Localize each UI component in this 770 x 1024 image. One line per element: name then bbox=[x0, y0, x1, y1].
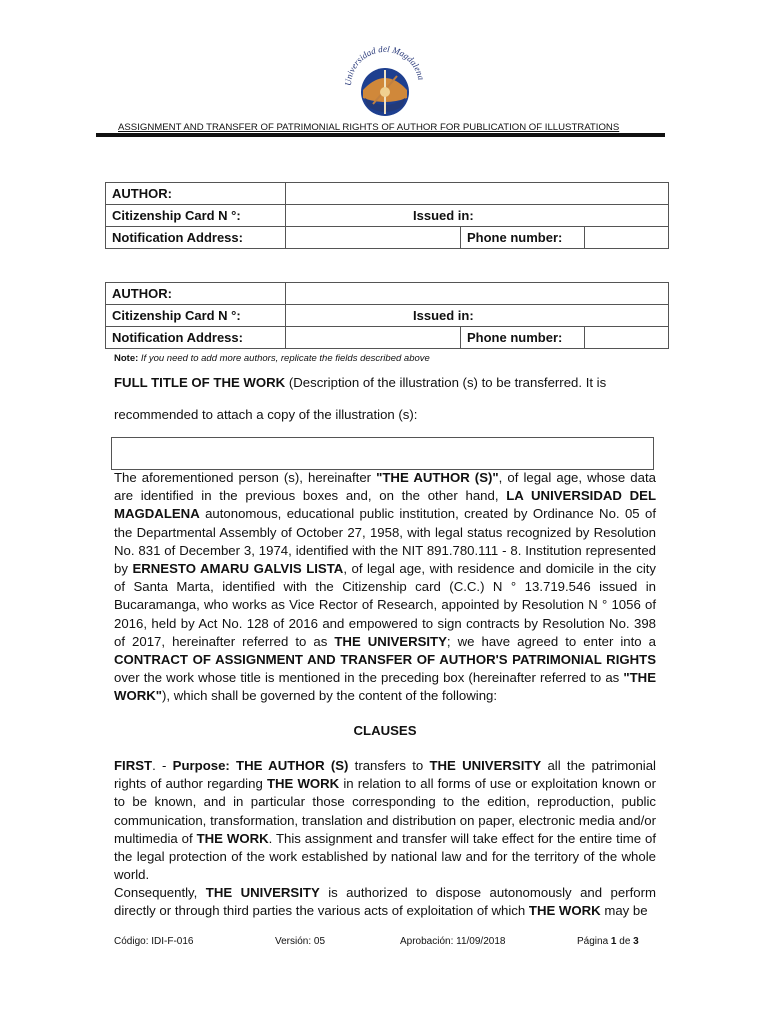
issued-label: Issued in: bbox=[413, 308, 474, 323]
address-label: Notification Address: bbox=[106, 227, 286, 249]
work-title-input[interactable] bbox=[111, 437, 654, 470]
author-field[interactable] bbox=[286, 183, 669, 205]
author-label: AUTHOR: bbox=[106, 283, 286, 305]
intro-paragraph: The aforementioned person (s), hereinafter "THE AUTHOR (S)", of legal age, whose data are identified in the previous boxes and, on the other hand, LA UNIVERSIDAD DEL MAGDALENA autonomous, educational public institution, created by Ordinance No. 05 of the Departmental Assembly of October 27, 1958, with legal status recognized by Resolution No. 831 of December 3, 1974, identified with the NIT 891.780.111 - 8. Institution represented by ERNESTO AMARU GALVIS LISTA, of legal age, with residence and domicile in the city of Santa Marta, identified with the Citizenship card (C.C.) N ° 13.719.546 issued in Bucaramanga, who works as Vice Rector of Research, appointed by Resolution N ° 1056 of 2016, held by Act No. 128 of 2016 and empowered to sign contracts by Resolution No. 398 of 2017, hereinafter referred to as THE UNIVERSITY; we have agreed to enter into a CONTRACT OF ASSIGNMENT AND TRANSFER OF AUTHOR'S PATRIMONIAL RIGHTS over the work whose title is mentioned in the preceding box (hereinafter referred to as "THE WORK"), which shall be governed by the content of the following: bbox=[114, 470, 657, 704]
clauses-heading: CLAUSES bbox=[353, 723, 417, 738]
footer-page: Página 1 de 3 bbox=[577, 936, 639, 947]
phone-label: Phone number: bbox=[461, 327, 585, 349]
note-prefix: Note: bbox=[114, 353, 139, 364]
phone-field[interactable] bbox=[585, 227, 669, 249]
issued-label: Issued in: bbox=[413, 208, 474, 223]
footer-approval: Aprobación: 11/09/2018 bbox=[400, 936, 506, 947]
clause-first: FIRST. - Purpose: THE AUTHOR (S) transfers to THE UNIVERSITY all the patrimonial rights of author regarding THE WORK in relation to all forms of use or exploitation known or to be known, and in particular those corresponding to the edition, reproduction, public communication, transformation, translation and distribution on paper, electronic media and/or multimedia of THE WORK. This assignment and transfer will take effect for the entire time of the legal protection of the work established by national law and for the territory of the whole world. bbox=[114, 758, 657, 883]
author-table-1 bbox=[105, 182, 669, 249]
footer-version: Versión: 05 bbox=[275, 936, 326, 947]
clause-first-consequently: Consequently, THE UNIVERSITY is authorized to dispose autonomously and perform directly or through third parties the various acts of exploitation of which THE WORK may be bbox=[114, 885, 656, 919]
citizenship-field[interactable] bbox=[286, 305, 669, 327]
author-label: AUTHOR: bbox=[106, 183, 286, 205]
phone-field[interactable] bbox=[585, 327, 669, 349]
citizenship-label: Citizenship Card N °: bbox=[106, 305, 286, 327]
title-divider bbox=[96, 133, 665, 137]
address-label: Notification Address: bbox=[106, 327, 286, 349]
phone-label: Phone number: bbox=[461, 227, 585, 249]
full-title-instruction: FULL TITLE OF THE WORK (Description of the illustration (s) to be transferred. It is bbox=[114, 375, 607, 390]
address-field[interactable] bbox=[286, 227, 461, 249]
logo-text: Universidad del Magdalena bbox=[343, 46, 427, 87]
citizenship-label: Citizenship Card N °: bbox=[106, 205, 286, 227]
full-title-instruction-2: recommended to attach a copy of the illustration (s): bbox=[114, 407, 418, 422]
footer-code: Código: IDI-F-016 bbox=[114, 936, 194, 947]
citizenship-field[interactable] bbox=[286, 205, 669, 227]
authors-note bbox=[114, 353, 430, 364]
author-field[interactable] bbox=[286, 283, 669, 305]
author-table-2 bbox=[105, 282, 669, 349]
full-title-label: FULL TITLE OF THE WORK bbox=[114, 375, 286, 390]
document-title: ASSIGNMENT AND TRANSFER OF PATRIMONIAL RIGHTS OF AUTHOR FOR PUBLICATION OF ILLUSTRATIONS bbox=[118, 122, 620, 133]
address-field[interactable] bbox=[286, 327, 461, 349]
university-logo bbox=[343, 46, 427, 122]
note-text: If you need to add more authors, replicate the fields described above bbox=[138, 353, 430, 364]
